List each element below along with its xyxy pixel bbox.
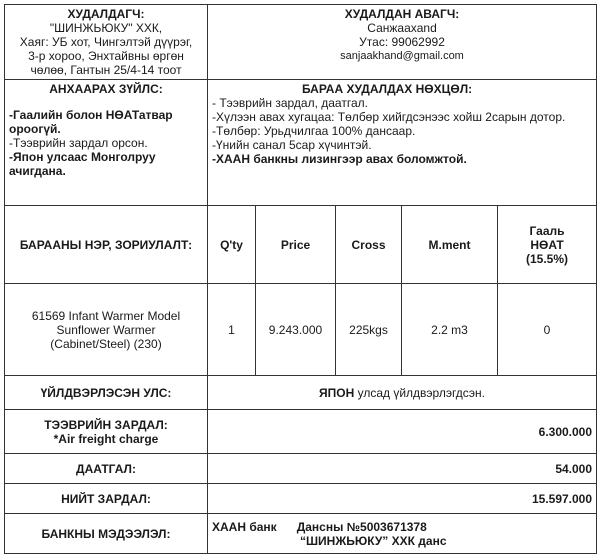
terms-item: -Хүлээн авах хугацаа: Төлбөр хийгдсэнээс хойш 2сарын дотор. [212,110,566,124]
product-tax: 0 [498,284,597,376]
shipping-label: ТЭЭВРИЙН ЗАРДАЛ: [44,417,168,432]
insurance-label: ДААТГАЛ: [5,454,208,484]
product-measurement: 2.2 m3 [402,284,498,376]
header-customs-vat [498,206,597,284]
notice-cell [5,80,208,206]
product-name-line: (Cabinet/Steel) (230) [50,336,162,351]
origin-country: ЯПОН [319,385,355,400]
header-price: Price [256,206,336,284]
seller-heading: ХУДАЛДАГЧ: [67,7,145,21]
header-tax-line: НӨАТ [530,237,564,252]
buyer-email: sanjaakhand@gmail.com [340,50,464,62]
bank-account: Дансны №5003671378 [296,519,427,534]
notice-item: -Гаалийн болон НӨАТатвар ороогүй. [9,108,173,136]
header-tax-line: (15.5%) [526,251,569,266]
total-label: НИЙТ ЗАРДАЛ: [5,484,208,514]
buyer-phone: Утас: 99062992 [359,35,445,49]
bank-info [208,514,597,554]
seller-company: "ШИНЖЬЮКУ" ХХК, [49,21,163,35]
buyer-cell [208,5,597,80]
notice-item: -Тээврийн зардал орсон. [9,136,148,150]
bank-line-1 [212,520,592,534]
product-name-line: 61569 Infant Warmer Model [31,308,181,323]
terms-item: -ХААН банкны лизингээр авах боломжтой. [212,152,467,166]
seller-cell [5,5,208,80]
buyer-heading: ХУДАЛДАН АВАГЧ: [344,7,460,21]
terms-heading: БАРАА ХУДАЛДАХ НӨХЦӨЛ: [302,82,473,96]
seller-address-line-2: 3-р хороо, Энхтайвны өргөн [28,49,184,63]
origin-text: улсад үйлдвэрлэгдсэн. [354,385,485,400]
quotation-document [4,4,596,550]
notice-item: -Япон улсаас Монголруу ачигдана. [9,150,156,178]
header-cross: Cross [336,206,402,284]
origin-label: ҮЙЛДВЭРЛЭСЭН УЛС: [5,376,208,410]
buyer-name: Санжаахand [367,21,437,35]
terms-item: - Тээврийн зардал, даатгал. [212,96,368,110]
header-measurement: M.ment [402,206,498,284]
insurance-value: 54.000 [208,454,597,484]
header-product-name: БАРААНЫ НЭР, ЗОРИУЛАЛТ: [5,206,208,284]
header-qty: Q'ty [208,206,256,284]
shipping-sublabel: *Air freight charge [53,431,159,446]
origin-value [208,376,597,410]
seller-address-line-3: чөлөө, Гантын 25/4-14 тоот [30,63,182,77]
product-name [5,284,208,376]
bank-holder: “ШИНЖЬЮКУ” ХХК данс [300,533,447,548]
quotation-table [4,4,597,554]
bank-label: БАНКНЫ МЭДЭЭЛЭЛ: [5,514,208,554]
product-cross: 225kgs [336,284,402,376]
product-qty: 1 [208,284,256,376]
total-value: 15.597.000 [208,484,597,514]
product-price: 9.243.000 [256,284,336,376]
terms-item: -Үнийн санал 5сар хүчинтэй. [212,138,372,152]
shipping-value: 6.300.000 [208,410,597,454]
terms-item: -Төлбөр: Урьдчилгаа 100% дансаар. [212,124,416,138]
shipping-label-cell [5,410,208,454]
seller-address-line-1: Хаяг: УБ хот, Чингэлтэй дүүрэг, [19,35,193,49]
product-name-line: Sunflower Warmer [56,322,156,337]
table-row [5,284,597,376]
bank-name: ХААН банк [212,519,277,534]
notice-heading: АНХААРАХ ЗҮЙЛС: [49,82,163,96]
header-tax-line: Гааль [529,223,565,238]
terms-cell [208,80,597,206]
